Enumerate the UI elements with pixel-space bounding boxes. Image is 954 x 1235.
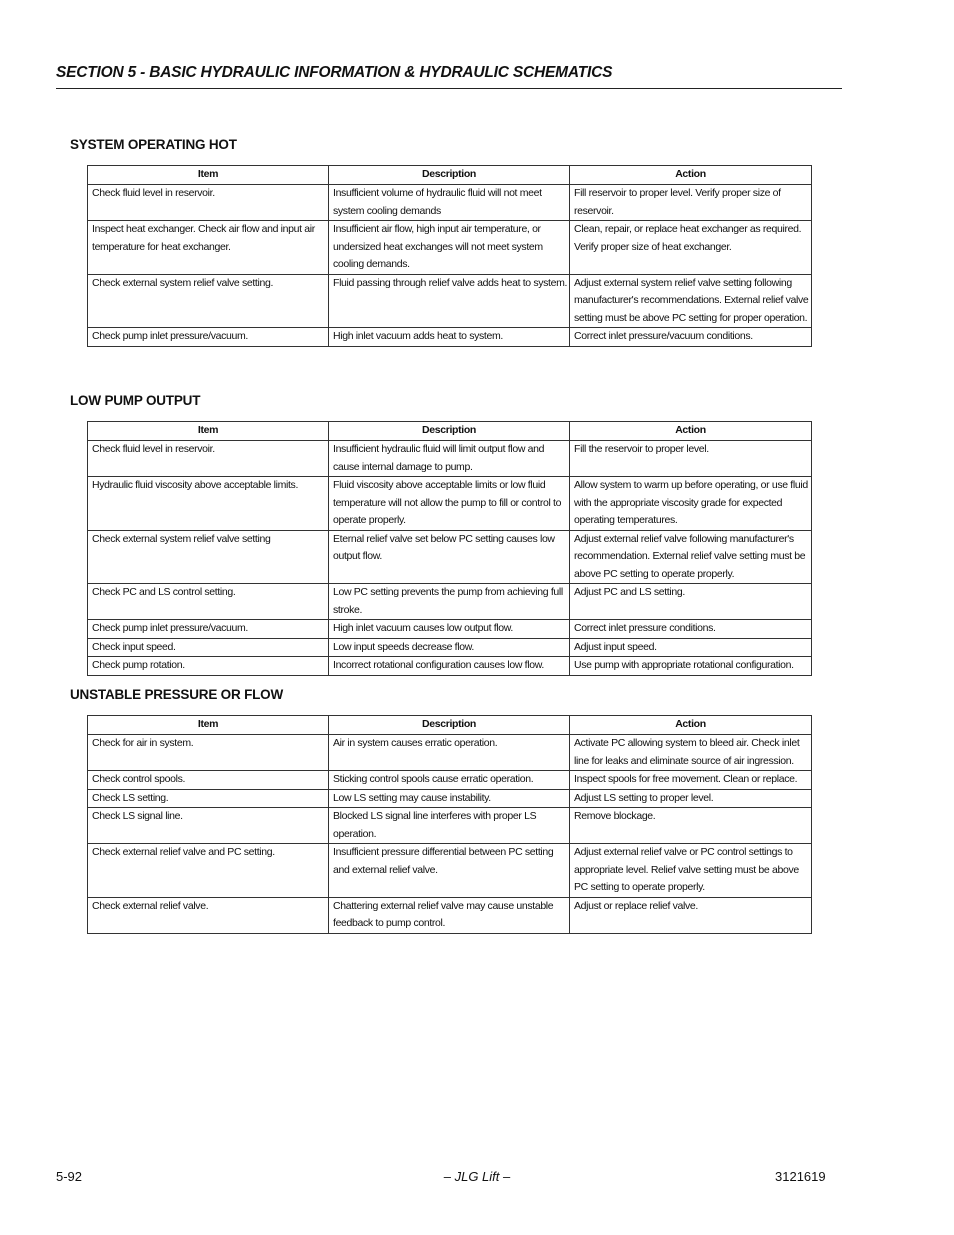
table-row (88, 441, 812, 477)
description-cell: Air in system causes erratic operation. (329, 735, 570, 771)
table-low-pump-output (87, 421, 812, 676)
table-unstable-pressure-or-flow (87, 715, 812, 934)
action-cell: Use pump with appropriate rotational configuration. (570, 657, 812, 676)
action-cell: Adjust or replace relief valve. (570, 897, 812, 933)
table-row (88, 185, 812, 221)
subsection-title-low-pump-output: LOW PUMP OUTPUT (70, 393, 201, 408)
action-cell: Adjust external relief valve or PC control settings to appropriate level. Relief valve setting must be above PC setting to operate properly. (570, 844, 812, 898)
action-cell: Correct inlet pressure/vacuum conditions. (570, 328, 812, 347)
description-cell: Blocked LS signal line interferes with proper LS operation. (329, 808, 570, 844)
action-cell: Fill the reservoir to proper level. (570, 441, 812, 477)
item-cell: Check PC and LS control setting. (88, 584, 329, 620)
subsection-title-unstable-pressure-or-flow: UNSTABLE PRESSURE OR FLOW (70, 687, 284, 702)
description-cell: High inlet vacuum adds heat to system. (329, 328, 570, 347)
table-row (88, 274, 812, 328)
description-cell: Low input speeds decrease flow. (329, 638, 570, 657)
column-header-action: Action (570, 166, 812, 185)
column-header-description: Description (329, 716, 570, 735)
footer-brand: – JLG Lift – (443, 1169, 511, 1184)
description-cell: Sticking control spools cause erratic operation. (329, 771, 570, 790)
column-header-action: Action (570, 716, 812, 735)
page-number: 5-92 (56, 1169, 83, 1184)
column-header-description: Description (329, 166, 570, 185)
column-header-item: Item (88, 716, 329, 735)
item-cell: Check fluid level in reservoir. (88, 185, 329, 221)
item-cell: Check LS setting. (88, 789, 329, 808)
table-row (88, 844, 812, 898)
description-cell: Incorrect rotational configuration causes low flow. (329, 657, 570, 676)
item-cell: Check for air in system. (88, 735, 329, 771)
item-cell: Check pump inlet pressure/vacuum. (88, 620, 329, 639)
table-row (88, 808, 812, 844)
description-cell: Fluid passing through relief valve adds heat to system. (329, 274, 570, 328)
table-system-operating-hot (87, 165, 812, 347)
action-cell: Fill reservoir to proper level. Verify proper size of reservoir. (570, 185, 812, 221)
document-number: 3121619 (775, 1169, 826, 1184)
column-header-description: Description (329, 422, 570, 441)
action-cell: Remove blockage. (570, 808, 812, 844)
action-cell: Correct inlet pressure conditions. (570, 620, 812, 639)
table-row (88, 477, 812, 531)
item-cell: Inspect heat exchanger. Check air flow and input air temperature for heat exchanger. (88, 221, 329, 275)
description-cell: Insufficient hydraulic fluid will limit output flow and cause internal damage to pump. (329, 441, 570, 477)
section-header: SECTION 5 - BASIC HYDRAULIC INFORMATION & HYDRAULIC SCHEMATICS (56, 64, 842, 89)
column-header-item: Item (88, 422, 329, 441)
table-row (88, 221, 812, 275)
item-cell: Check LS signal line. (88, 808, 329, 844)
item-cell: Hydraulic fluid viscosity above acceptable limits. (88, 477, 329, 531)
action-cell: Adjust PC and LS setting. (570, 584, 812, 620)
description-cell: Eternal relief valve set below PC setting causes low output flow. (329, 530, 570, 584)
item-cell: Check pump inlet pressure/vacuum. (88, 328, 329, 347)
action-cell: Activate PC allowing system to bleed air. Check inlet line for leaks and eliminate source of air ingression. (570, 735, 812, 771)
item-cell: Check pump rotation. (88, 657, 329, 676)
description-cell: Insufficient pressure differential between PC setting and external relief valve. (329, 844, 570, 898)
action-cell: Inspect spools for free movement. Clean or replace. (570, 771, 812, 790)
table-row (88, 620, 812, 639)
table-row (88, 328, 812, 347)
subsection-title-system-operating-hot: SYSTEM OPERATING HOT (70, 137, 237, 152)
table-row (88, 771, 812, 790)
table-row (88, 638, 812, 657)
item-cell: Check control spools. (88, 771, 329, 790)
description-cell: High inlet vacuum causes low output flow. (329, 620, 570, 639)
item-cell: Check external system relief valve setting. (88, 274, 329, 328)
item-cell: Check fluid level in reservoir. (88, 441, 329, 477)
action-cell: Adjust LS setting to proper level. (570, 789, 812, 808)
table-row (88, 657, 812, 676)
description-cell: Low PC setting prevents the pump from achieving full stroke. (329, 584, 570, 620)
column-header-item: Item (88, 166, 329, 185)
table-row (88, 789, 812, 808)
item-cell: Check external system relief valve setting (88, 530, 329, 584)
description-cell: Insufficient volume of hydraulic fluid will not meet system cooling demands (329, 185, 570, 221)
description-cell: Fluid viscosity above acceptable limits or low fluid temperature will not allow the pump to fill or control to operate properly. (329, 477, 570, 531)
table-row (88, 530, 812, 584)
item-cell: Check input speed. (88, 638, 329, 657)
table-row (88, 897, 812, 933)
action-cell: Allow system to warm up before operating, or use fluid with the appropriate viscosity grade for expected operating temperatures. (570, 477, 812, 531)
action-cell: Adjust input speed. (570, 638, 812, 657)
description-cell: Insufficient air flow, high input air temperature, or undersized heat exchanges will not meet system cooling demands. (329, 221, 570, 275)
table-row (88, 735, 812, 771)
column-header-action: Action (570, 422, 812, 441)
action-cell: Adjust external system relief valve setting following manufacturer's recommendations. External relief valve setting must be above PC setting for proper operation. (570, 274, 812, 328)
item-cell: Check external relief valve. (88, 897, 329, 933)
action-cell: Clean, repair, or replace heat exchanger as required. Verify proper size of heat exchanger. (570, 221, 812, 275)
description-cell: Low LS setting may cause instability. (329, 789, 570, 808)
table-row (88, 584, 812, 620)
description-cell: Chattering external relief valve may cause unstable feedback to pump control. (329, 897, 570, 933)
action-cell: Adjust external relief valve following manufacturer's recommendation. External relief valve setting must be above PC setting to operate properly. (570, 530, 812, 584)
item-cell: Check external relief valve and PC setting. (88, 844, 329, 898)
